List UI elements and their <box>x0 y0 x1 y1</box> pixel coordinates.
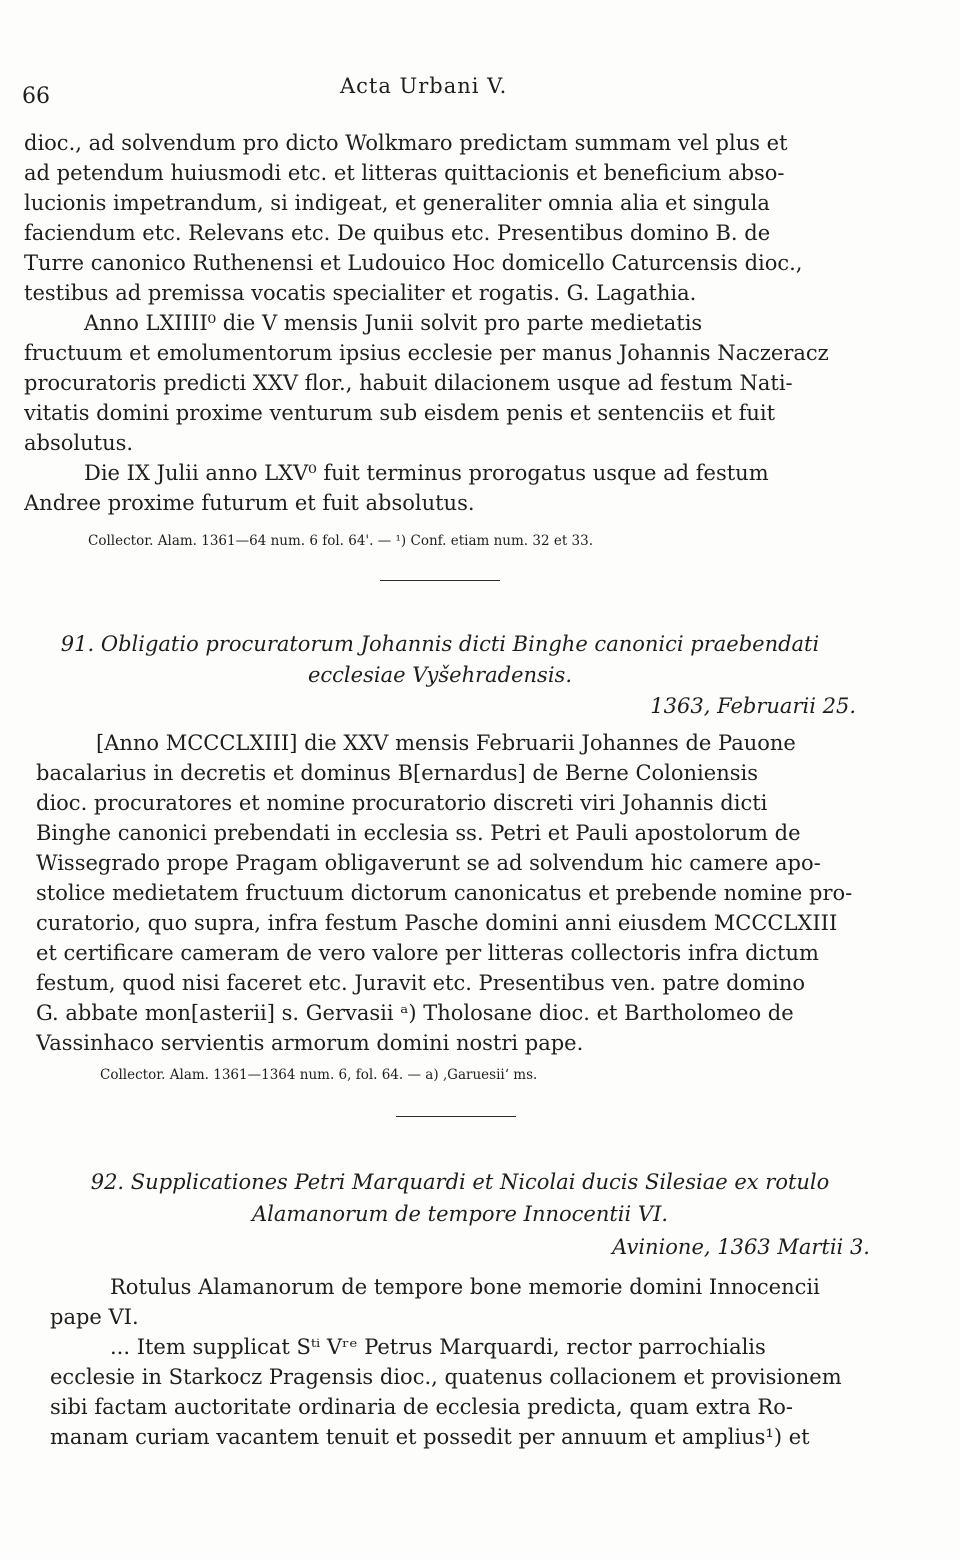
text-line: procuratoris predicti XXV flor., habuit dilacionem usque ad festum Nati- <box>24 371 793 395</box>
text-line: vitatis domini proxime venturum sub eisdem penis et sentenciis et fuit <box>24 401 776 425</box>
text-line: Wissegrado prope Pragam obligaverunt se ad solvendum hic camere apo- <box>36 851 821 875</box>
text-line: et certificare cameram de vero valore per litteras collectoris infra dictum <box>36 941 819 965</box>
document-date: 1363, Februarii 25. <box>650 694 856 718</box>
footnote-source: Collector. Alam. 1361—64 num. 6 fol. 64'. — ¹) Conf. etiam num. 32 et 33. <box>88 533 594 549</box>
document-number: 92. <box>90 1170 125 1194</box>
text-line: festum, quod nisi faceret etc. Juravit etc. Presentibus ven. patre domino <box>36 971 806 995</box>
document-92-heading <box>50 1166 870 1264</box>
text-line: sibi factam auctoritate ordinaria de ecclesia predicta, quam extra Ro- <box>50 1395 793 1419</box>
text-line: G. abbate mon[asterii] s. Gervasii ᵃ) Tholosane dioc. et Bartholomeo de <box>36 1001 794 1025</box>
text-line: fructuum et emolumentorum ipsius ecclesie per manus Johannis Naczeracz <box>24 341 829 365</box>
document-date: Avinione, 1363 Martii 3. <box>612 1235 870 1259</box>
section-divider <box>380 580 500 581</box>
document-title-line: Obligatio procuratorum Johannis dicti Binghe canonici praebendati <box>100 632 820 656</box>
document-number: 91. <box>60 632 95 656</box>
previous-document-text <box>24 128 856 518</box>
text-line: Binghe canonici prebendati in ecclesia ss. Petri et Pauli apostolorum de <box>36 821 801 845</box>
text-line: dioc. procuratores et nomine procuratorio discreti viri Johannis dicti <box>36 791 768 815</box>
text-line: Anno LXIIII⁰ die V mensis Junii solvit pro parte medietatis <box>84 311 703 335</box>
text-line: testibus ad premissa vocatis specialiter et rogatis. G. Lagathia. <box>24 281 697 305</box>
text-line: faciendum etc. Relevans etc. De quibus etc. Presentibus domino B. de <box>24 221 771 245</box>
text-line: stolice medietatem fructuum dictorum canonicatus et prebende nomine pro- <box>36 881 853 905</box>
text-line: Andree proxime futurum et fuit absolutus. <box>24 491 475 515</box>
text-line: lucionis impetrandum, si indigeat, et generaliter omnia alia et singula <box>24 191 770 215</box>
text-line: bacalarius in decretis et dominus B[ernardus] de Berne Coloniensis <box>36 761 758 785</box>
text-line: [Anno MCCCLXIII] die XXV mensis Februarii Johannes de Pauone <box>96 731 796 755</box>
text-line: Die IX Julii anno LXV⁰ fuit terminus prorogatus usque ad festum <box>84 461 769 485</box>
text-line: Vassinhaco servientis armorum domini nostri pape. <box>36 1031 584 1055</box>
text-line: ad petendum huiusmodi etc. et litteras quittacionis et beneficium abso- <box>24 161 785 185</box>
footnote-source: Collector. Alam. 1361—1364 num. 6, fol. 64. — a) ‚Garuesii‘ ms. <box>100 1067 538 1083</box>
text-line: ecclesie in Starkocz Pragensis dioc., quatenus collacionem et provisionem <box>50 1365 842 1389</box>
document-91-text <box>36 728 868 1058</box>
document-title-line: Alamanorum de tempore Innocentii VI. <box>251 1202 669 1226</box>
section-divider <box>396 1116 516 1117</box>
running-title: Acta Urbani V. <box>340 74 508 98</box>
text-line: absolutus. <box>24 431 134 455</box>
document-title-line: ecclesiae Vyšehradensis. <box>307 663 573 687</box>
text-line: dioc., ad solvendum pro dicto Wolkmaro predictam summam vel plus et <box>24 131 788 155</box>
text-line: ... Item supplicat Sᵗⁱ Vʳᵉ Petrus Marquardi, rector parrochialis <box>110 1335 766 1359</box>
page-number: 66 <box>22 84 50 109</box>
text-line: Turre canonico Ruthenensi et Ludouico Hoc domicello Caturcensis dioc., <box>24 251 803 275</box>
document-92-text <box>50 1272 870 1452</box>
document-title-line: Supplicationes Petri Marquardi et Nicolai ducis Silesiae ex rotulo <box>130 1170 830 1194</box>
document-91-heading <box>24 628 856 722</box>
text-line: curatorio, quo supra, infra festum Pasche domini anni eiusdem MCCCLXIII <box>36 911 838 935</box>
text-line: pape VI. <box>50 1305 139 1329</box>
text-line: manam curiam vacantem tenuit et possedit per annuum et amplius¹) et <box>50 1425 810 1449</box>
text-line: Rotulus Alamanorum de tempore bone memorie domini Innocencii <box>110 1275 820 1299</box>
